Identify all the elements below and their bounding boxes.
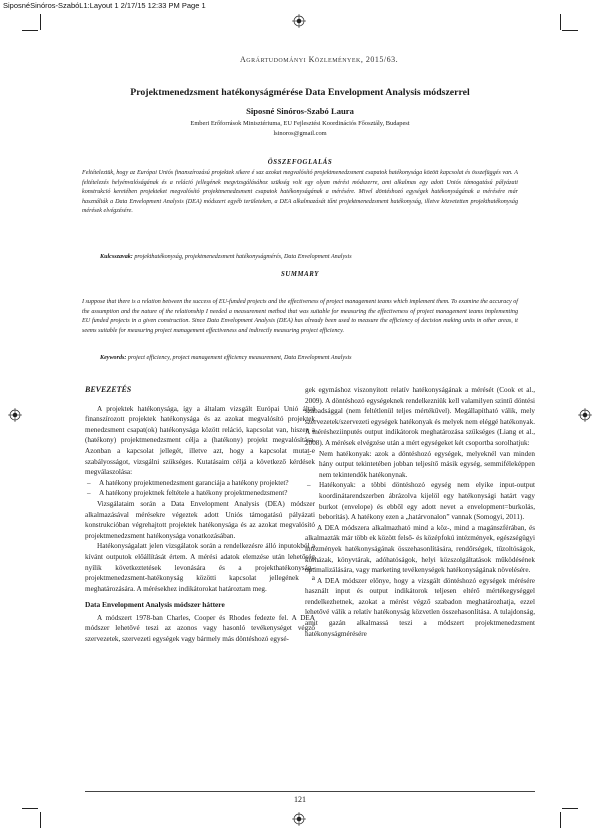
- list-item: – Hatékonyak: a többi döntéshozó egység nem elyike input-output koordinátarendszerben ábrázolva kijelöl egy hatékonysági határt vagy burkot (envelope) és ebből egy adott nevet a envelopment=burkolás, beborítás). A hatékony ezen a „határvonalon” vannak (Somogyi, 2011).: [305, 480, 535, 522]
- body-column-right: [305, 385, 535, 639]
- registration-mark-bottom: [292, 812, 306, 826]
- crop-mark-bottom-right-v: [560, 812, 561, 828]
- paragraph: Vizsgálataim során a Data Envelopment Analysis (DEA) módszer alkalmazásával mérésekre végeztek adott Uniós támogatású pályázati konstrukcióban végrehajtott projektek hatékonysága és az azokat megvalósító projektmenedzsment hatékonysága vonatkozásában.: [85, 499, 315, 540]
- abstract-hu-text: Feltételeztük, hogy az Európai Uniós finanszírozású projektek sikere é saz azokat megvalósító projektmenedzsment csapatok hatékonysága között kapcsolat és összefüggés van. A feltételezés helyénvalóságának és a reláció jellegének megvizsgálásához szükség volt egy olyan mérési módszerre, ami alkalmas egy adott Uniós támogatású pályázati konstrukció keretében projekteket megvalósító projektmenedzsment csapatok hatékonyságának a mérésére. Mivel döntéshozó egységek hatékonyságának a mérésére már használták a Data Envelopment Analysis (DEA) módszert egyéb területeken, a DEA alkalmazását tűnt projektmenedzsment hatékonyság, illetve közvetetten projekthatékonyság mérések elvégzésére.: [82, 170, 518, 215]
- crop-mark-top-right-h: [562, 30, 578, 31]
- crop-mark-top-left-h: [22, 30, 38, 31]
- author-affiliation: Emberi Erőforrások Minisztériuma, EU Fejlesztési Koordinációs Főosztály, Budapest: [190, 120, 410, 127]
- paper-title: Projektmenedzsment hatékonyságmérése Data Envelopment Analysis módszerrel: [130, 87, 470, 98]
- abstract-en-text: I suppose that there is a relation between the success of EU-funded projects and the effectiveness of project management teams which implement them. To examine the accuracy of the assumption and the nature of the relationship I needed a measurement method that was suitable for measuring the effectiveness of project management teams implementing EU funded projects in a given construction. Since Data Envelopment Analysis (DEA) has already been used to measure the efficiency of decision making units in other areas, it seems suitable for measuring project management effectiveness and indirectly measuring project efficiency.: [82, 299, 518, 334]
- registration-mark-left: [8, 408, 22, 422]
- crop-mark-top-left-v: [40, 14, 41, 30]
- bullet-list: [85, 478, 315, 499]
- author-email: lsinoros@gmail.com: [273, 130, 327, 137]
- paragraph: A projektek hatékonysága, így a általam vizsgált Európai Unió által finanszírozott projektek hatékonysága és az azokat megvalósító projektek menedzsment csapat(ok) hatékonysága között reláció, kapcsolat van, hiszen a (hatékony) projektmenedzsment célja a (hatékony) projekt megvalósítása. Azonban a kapcsolat jellegét, illetve azt, hogy a kapcsolat mutat-e szabályosságot, vizsgálni szükséges. Kutatásaim céljá a következő kérdések megválaszolása:: [85, 404, 315, 477]
- keywords-hu-label: Kulcsszavak:: [100, 254, 133, 260]
- section-heading-intro: BEVEZETÉS: [85, 385, 132, 394]
- crop-mark-bottom-left-v: [40, 812, 41, 828]
- paragraph: Hatékonyságalatt jelen vizsgálatok során a rendelkezésre álló inputokból a kívánt outputok előállítását értem. A mérési adatok elemzése után lehetőség nyílik következtetések levonására és a projekthatékonyság–projektmenedzsment-hatékonyság közötti kapcsolat jellegének a meghatározására. A mérésekhez indikátorokat határoztam meg.: [85, 542, 315, 593]
- print-header: SiposnéSinóros-SzabóL1:Layout 1 2/17/15 12:33 PM Page 1: [3, 1, 206, 10]
- bullet-list: [305, 449, 535, 523]
- keywords-en-list: project efficiency, project management efficiency measurement, Data Envelopment Analysis: [126, 355, 352, 361]
- author-name: Siposné Sinóros-Szabó Laura: [246, 106, 354, 116]
- journal-running-head: Agrártudományi Közlemények, 2015/63.: [240, 55, 399, 64]
- paragraph: A DEA módszera alkalmazható mind a köz-, mind a magánszférában, és alkalmazták már több ek között felső- és középfokú intézmények, egészségügyi intézmények hatékonyságának összehasonlítására, rendőrségek, tűzoltóságok, kórházak, könyvtárak, adóhatóságok, helyi közszolgáltatások működésének optimalizálására, vagy marketing tevékenységek hatékonyságának növelésére.: [305, 523, 535, 575]
- paragraph: A módszert 1978-ban Charles, Cooper és Rhodes fedezte fel. A DEA módszer lehetővé teszi az azonos vagy hasonló tevékenységet végző szervezetek, szervezeti egységek vagy bármely más döntéshozó egysé-: [85, 613, 315, 644]
- abstract-en-heading: SUMMARY: [280, 271, 320, 278]
- footer-rule: [85, 791, 535, 792]
- body-column-left: [85, 385, 315, 645]
- keywords-en-label: Keywords:: [100, 355, 127, 361]
- list-item: – A hatékony projektnek feltétele a hatékony projektmenedzsment?: [85, 488, 315, 499]
- registration-mark-right: [578, 408, 592, 422]
- crop-mark-bottom-right-h: [562, 808, 578, 809]
- page-number: 121: [294, 795, 306, 804]
- keywords-en: [100, 354, 520, 363]
- keywords-hu-list: projekthatékonyság, projektmenedzsment hatékonyságmérés, Data Envelopment Analysis: [132, 254, 352, 260]
- paragraph: A DEA módszer előnye, hogy a vizsgált döntéshozó egységek mérésére használt input és output indikátorok teljesen eltérő mértékegységgel rendelkezhetnek, azokat a mérést végző szabadon meghatározhatja, ezzel lehetővé válik a relatív hatékonyság közvetlen összehasonlítása. A tulajdonság, amit gazán alkalmassá teszi a módszert projektmenedzsment hatékonyságmérésére: [305, 576, 535, 638]
- registration-mark-top: [292, 14, 306, 28]
- crop-mark-bottom-left-h: [22, 808, 38, 809]
- keywords-hu: [100, 253, 520, 262]
- subheading-dea: Data Envelopment Analysis módszer háttere: [85, 600, 225, 610]
- list-item: – A hatékony projektmenedzsment garanciája a hatékony projektet?: [85, 478, 315, 489]
- list-item: – Nem hatékonyak: azok a döntéshozó egységek, melyeknél van minden hány output tekintetében jobban teljesítő másik egység, semmiféleképpen nem tekintendők hatékonynak.: [305, 449, 535, 481]
- paragraph: gek egymáshoz viszonyított relatív hatékonyságának a mérését (Cook et al., 2009). A döntéshozó egységeknek rendelkezniük kell valamilyen szintű döntési szabadsággal (nem feltétlenül teljes mértékűvel). Megállapítható válik, mely szervezetek/szervezeti egységek hatékonyak és melyek nem eléggé hatékonyak. A mérésheziinputés output indikátorok meghatározása szükséges (Liang et al., 2008). A mérések elvégzése után a mért egységeket két csoportba sorolhatjuk:: [305, 386, 535, 447]
- crop-mark-top-right-v: [560, 14, 561, 30]
- abstract-hu-heading: ÖSSZEFOGLALÁS: [267, 159, 333, 166]
